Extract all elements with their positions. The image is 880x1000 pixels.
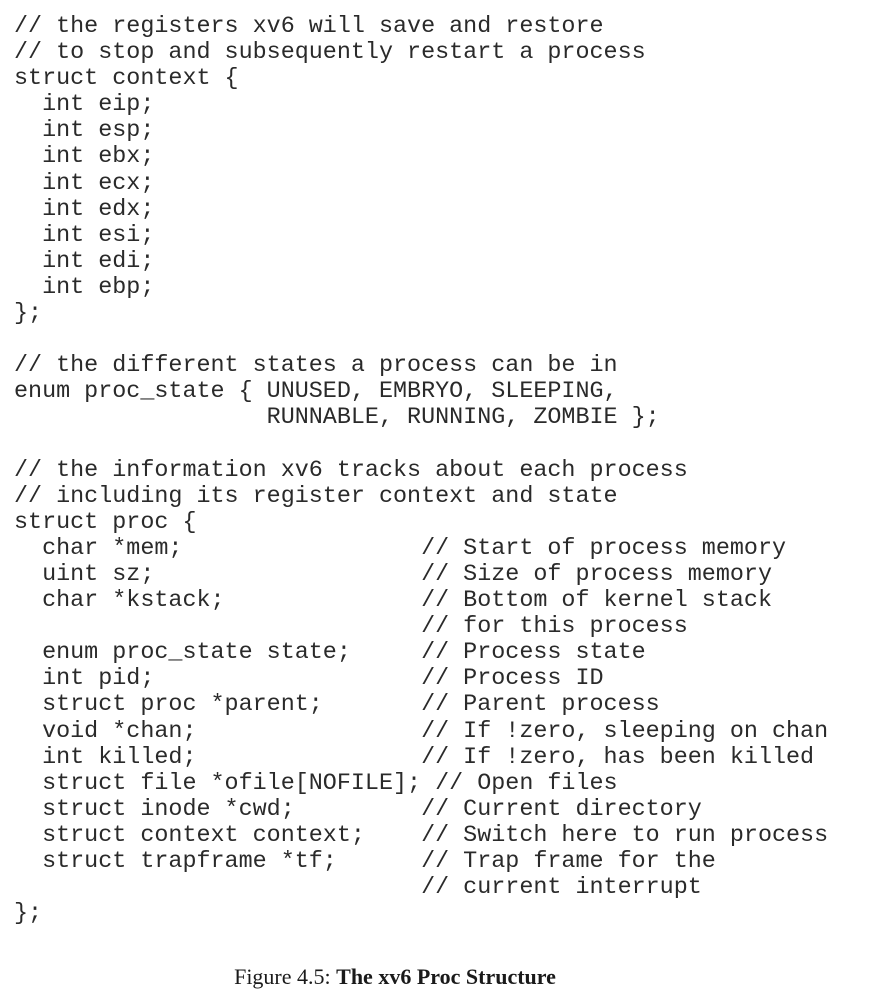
- code-line: };: [14, 301, 43, 328]
- code-line: int esp;: [14, 118, 155, 145]
- code-line: // current interrupt: [14, 875, 702, 902]
- code-line: // including its register context and state: [14, 483, 618, 510]
- code-line: // the different states a process can be in: [14, 353, 618, 380]
- code-line: uint sz; // Size of process memory: [14, 561, 772, 588]
- code-line: RUNNABLE, RUNNING, ZOMBIE };: [14, 405, 660, 432]
- code-line: // to stop and subsequently restart a process: [14, 40, 646, 67]
- code-line: int pid; // Process ID: [14, 666, 604, 693]
- code-line: enum proc_state { UNUSED, EMBRYO, SLEEPING,: [14, 379, 618, 406]
- code-line: struct file *ofile[NOFILE]; // Open files: [14, 770, 618, 797]
- code-line: struct context {: [14, 66, 239, 93]
- code-line: int ebp;: [14, 274, 155, 301]
- code-line: char *kstack; // Bottom of kernel stack: [14, 588, 772, 615]
- figure-caption: [0, 964, 790, 990]
- code-line: int killed; // If !zero, has been killed: [14, 744, 815, 771]
- code-line: int eip;: [14, 92, 155, 119]
- code-line: [14, 327, 828, 353]
- code-line: struct inode *cwd; // Current directory: [14, 796, 702, 823]
- caption-title: The xv6 Proc Structure: [336, 964, 556, 989]
- code-line: int ebx;: [14, 144, 155, 171]
- code-line: int edi;: [14, 248, 155, 275]
- caption-label: Figure 4.5:: [234, 964, 331, 989]
- code-line: enum proc_state state; // Process state: [14, 640, 646, 667]
- code-line: struct context context; // Switch here to run process: [14, 822, 829, 849]
- code-line: int ecx;: [14, 170, 155, 197]
- code-line: // for this process: [14, 614, 688, 641]
- code-line: int esi;: [14, 222, 155, 249]
- code-listing: [14, 14, 828, 927]
- code-line: int edx;: [14, 196, 155, 223]
- code-line: [14, 432, 828, 458]
- code-line: };: [14, 901, 43, 928]
- code-line: struct trapframe *tf; // Trap frame for the: [14, 849, 716, 875]
- code-line: struct proc {: [14, 509, 197, 536]
- code-line: // the registers xv6 will save and restore: [14, 14, 604, 40]
- code-line: char *mem; // Start of process memory: [14, 535, 787, 562]
- code-line: // the information xv6 tracks about each process: [14, 457, 688, 484]
- code-line: void *chan; // If !zero, sleeping on chan: [14, 718, 829, 745]
- code-line: struct proc *parent; // Parent process: [14, 692, 660, 719]
